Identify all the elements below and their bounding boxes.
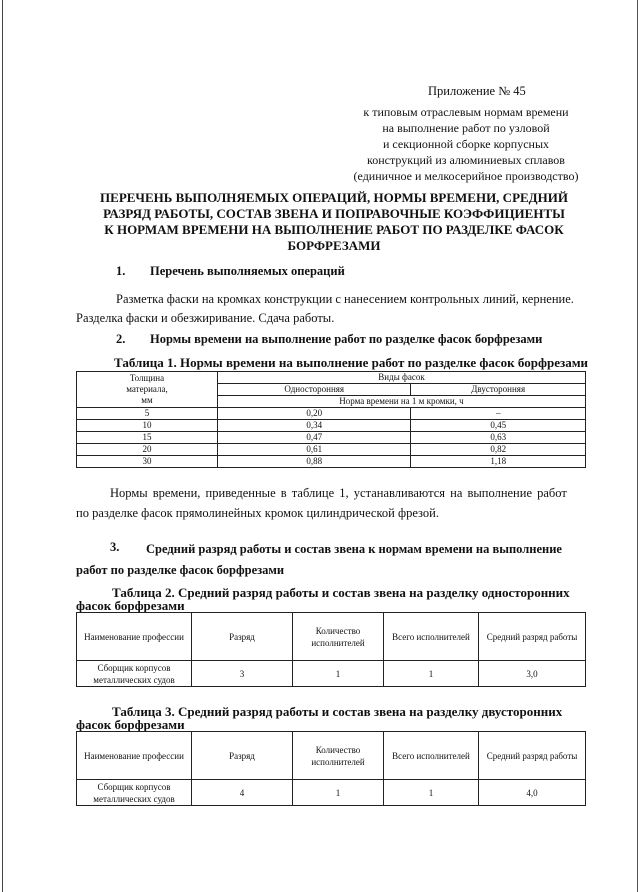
count-cell: 1 <box>293 661 384 687</box>
one-sided-cell: 0,61 <box>218 444 411 456</box>
section3-title-line2: работ по разделке фасок борфрезами <box>76 563 285 577</box>
table-row <box>77 432 586 444</box>
title-line: БОРФРЕЗАМИ <box>287 238 381 253</box>
grade-cell: 3 <box>192 661 293 687</box>
section1-text-line1: Разметка фаски на кромках конструкции с нанесением контрольных линий, кернение. <box>116 292 574 306</box>
right-scan-border <box>637 0 638 892</box>
table1-header-two-sided: Двусторонняя <box>411 384 586 396</box>
section1-number: 1. <box>116 264 126 278</box>
header-count: Количество исполнителей <box>293 732 384 780</box>
title-line: РАЗРЯД РАБОТЫ, СОСТАВ ЗВЕНА И ПОПРАВОЧНЫЕ КОЭФФИЦИЕНТЫ <box>103 206 565 221</box>
annex-subtitle-line: на выполнение работ по узловой <box>382 121 550 135</box>
table3-caption-line2: фасок борфрезами <box>76 717 185 732</box>
table1-header-thickness <box>77 372 218 408</box>
two-sided-cell: 0,82 <box>411 444 586 456</box>
thickness-cell: 5 <box>77 408 218 420</box>
section2-title: Нормы времени на выполнение работ по разделке фасок борфрезами <box>150 332 543 346</box>
header-profession: Наименование профессии <box>77 613 192 661</box>
table3 <box>76 731 586 806</box>
table-row <box>77 661 586 687</box>
section1-text-line2: Разделка фаски и обезжиривание. Сдача работы. <box>76 311 335 325</box>
table-row <box>77 408 586 420</box>
table2-caption-line2: фасок борфрезами <box>76 598 185 613</box>
average-grade-cell: 3,0 <box>479 661 586 687</box>
one-sided-cell: 0,88 <box>218 456 411 468</box>
header-total: Всего исполнителей <box>384 613 479 661</box>
left-scan-border <box>2 0 4 892</box>
table1-caption: Таблица 1. Нормы времени на выполнение работ по разделке фасок борфрезами <box>114 355 589 370</box>
average-grade-cell: 4,0 <box>479 780 586 806</box>
header-average-grade: Средний разряд работы <box>479 732 586 780</box>
header-text: материала, <box>126 384 168 394</box>
header-total: Всего исполнителей <box>384 732 479 780</box>
table-row <box>77 444 586 456</box>
two-sided-cell: 1,18 <box>411 456 586 468</box>
header-profession: Наименование профессии <box>77 732 192 780</box>
section1-title: Перечень выполняемых операций <box>150 264 345 278</box>
document-title <box>84 190 584 254</box>
two-sided-cell: 0,63 <box>411 432 586 444</box>
title-line: К НОРМАМ ВРЕМЕНИ НА ВЫПОЛНЕНИЕ РАБОТ ПО РАЗДЕЛКЕ ФАСОК <box>104 222 564 237</box>
header-count: Количество исполнителей <box>293 613 384 661</box>
annex-subtitle-line: и секционной сборке корпусных <box>382 137 550 151</box>
table-row <box>77 456 586 468</box>
table1-header-one-sided: Односторонняя <box>218 384 411 396</box>
profession-cell: Сборщик корпусов металлических судов <box>77 661 192 687</box>
one-sided-cell: 0,34 <box>218 420 411 432</box>
title-line: ПЕРЕЧЕНЬ ВЫПОЛНЯЕМЫХ ОПЕРАЦИЙ, НОРМЫ ВРЕМЕНИ, СРЕДНИЙ <box>100 190 568 205</box>
annex-subtitle-line: к типовым отраслевым нормам времени <box>363 105 569 119</box>
annex-subtitle <box>340 104 592 184</box>
section3-number: 3. <box>110 540 120 554</box>
annex-subtitle-line: конструкций из алюминиевых сплавов <box>367 153 565 167</box>
table-row <box>77 420 586 432</box>
header-grade: Разряд <box>192 613 293 661</box>
thickness-cell: 30 <box>77 456 218 468</box>
one-sided-cell: 0,47 <box>218 432 411 444</box>
header-average-grade: Средний разряд работы <box>479 613 586 661</box>
thickness-cell: 15 <box>77 432 218 444</box>
table3-header-row <box>77 732 586 780</box>
table2 <box>76 612 586 687</box>
table-row <box>77 780 586 806</box>
table2-caption-line1: Таблица 2. Средний разряд работы и состав звена на разделку односторонних <box>112 585 570 600</box>
total-cell: 1 <box>384 780 479 806</box>
header-grade: Разряд <box>192 732 293 780</box>
thickness-cell: 20 <box>77 444 218 456</box>
header-text: Толщина <box>129 373 165 383</box>
one-sided-cell: 0,20 <box>218 408 411 420</box>
note-line2: по разделке фасок прямолинейных кромок цилиндрической фрезой. <box>76 506 439 520</box>
table3-caption-line1: Таблица 3. Средний разряд работы и состав звена на разделку двусторонних <box>112 704 563 719</box>
table1-header-types: Виды фасок <box>218 372 586 384</box>
section2-number: 2. <box>116 332 126 346</box>
annex-number: Приложение № 45 <box>428 84 526 98</box>
note-line1: Нормы времени, приведенные в таблице 1, устанавливаются на выполнение работ <box>110 486 567 500</box>
annex-subtitle-line: (единичное и мелкосерийное производство) <box>353 169 579 183</box>
table2-header-row <box>77 613 586 661</box>
profession-cell: Сборщик корпусов металлических судов <box>77 780 192 806</box>
total-cell: 1 <box>384 661 479 687</box>
section3-title-line1: Средний разряд работы и состав звена к нормам времени на выполнение <box>146 542 562 556</box>
table1-header-norm: Норма времени на 1 м кромки, ч <box>218 396 586 408</box>
two-sided-cell: 0,45 <box>411 420 586 432</box>
grade-cell: 4 <box>192 780 293 806</box>
two-sided-cell: – <box>411 408 586 420</box>
thickness-cell: 10 <box>77 420 218 432</box>
header-text: мм <box>141 395 153 405</box>
table1 <box>76 371 586 468</box>
count-cell: 1 <box>293 780 384 806</box>
